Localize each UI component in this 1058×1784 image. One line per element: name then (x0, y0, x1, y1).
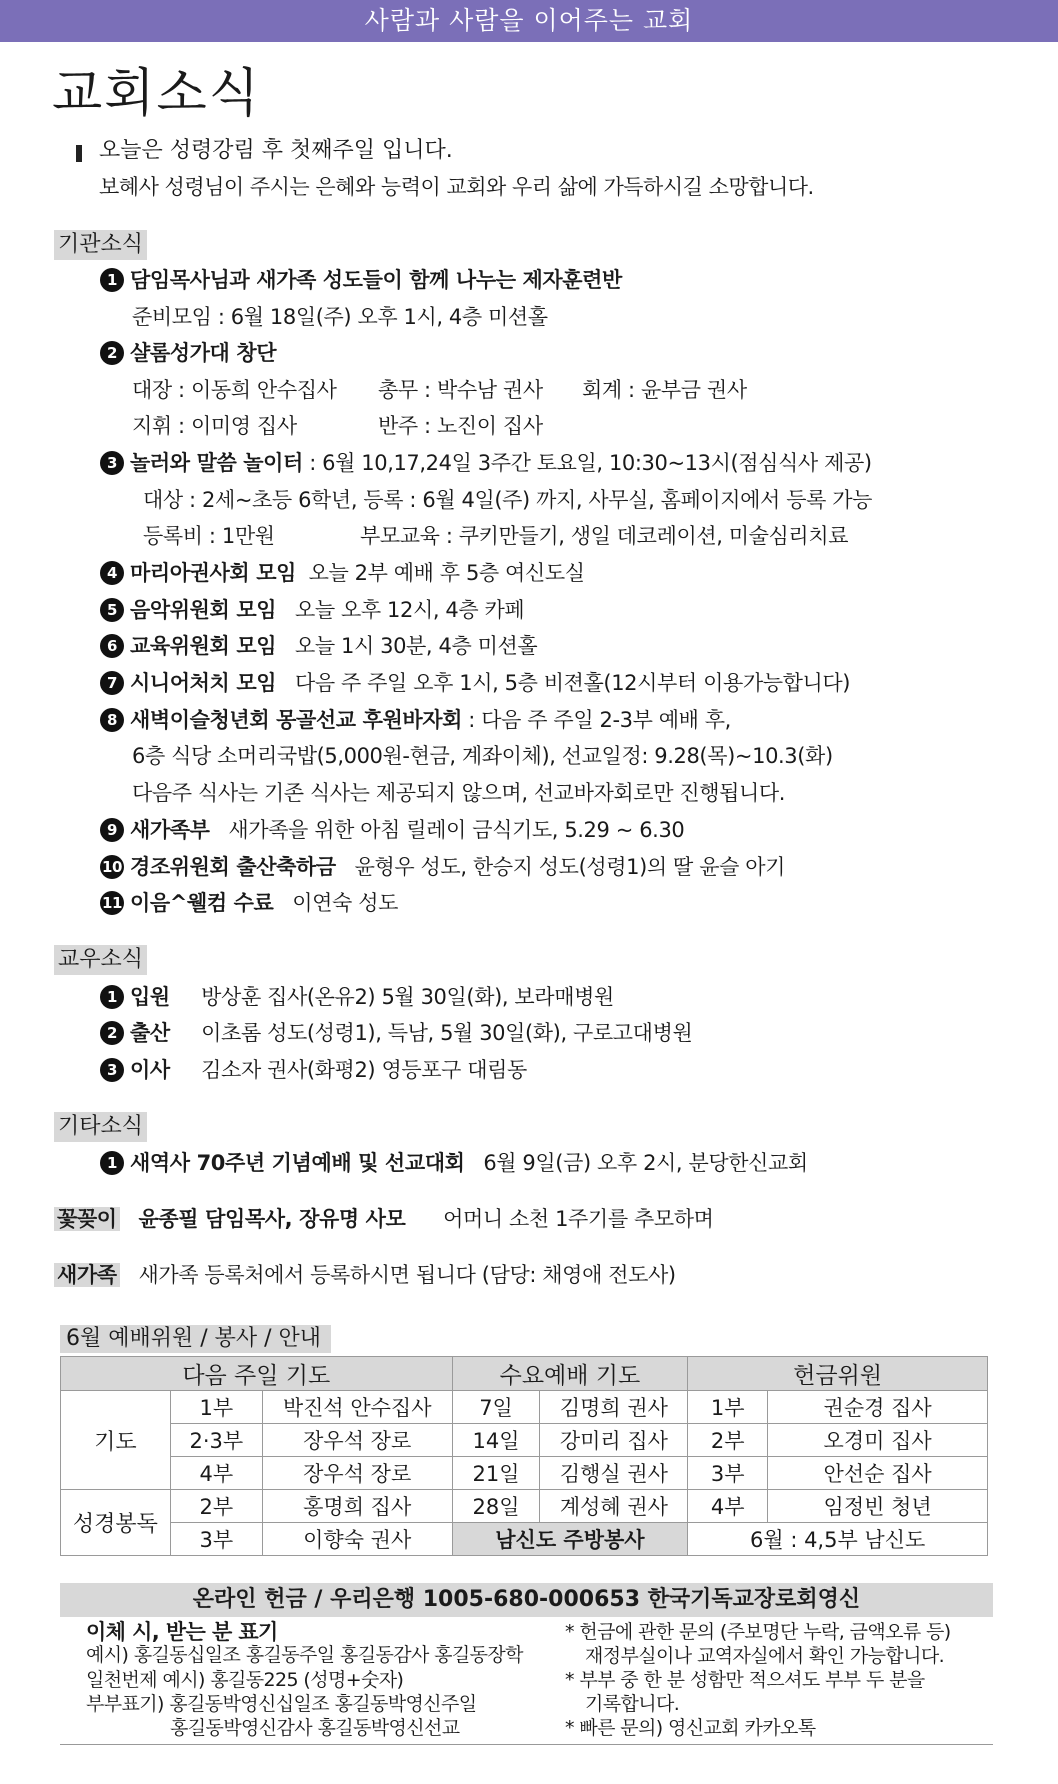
cell: 2부 (170, 1490, 262, 1523)
member-item-1 (100, 982, 614, 1012)
table-row (61, 1490, 988, 1523)
header-next-sunday-prayer: 다음 주일 기도 (61, 1357, 453, 1391)
section-member-heading: 교우소식 (54, 945, 147, 975)
agency-item-text: 윤형우 성도, 한승지 성도(성령1)의 딸 윤슬 아기 (354, 855, 786, 879)
cell: 3부 (688, 1457, 768, 1490)
number-badge: 1 (100, 1151, 124, 1175)
transfer-example-2: 일천번제 예시) 홍길동225 (성명+숫자) (86, 1669, 404, 1691)
agency-item-text: : 6월 10,17,24일 3주간 토요일, 10:30~13시(점심식사 제공) (302, 451, 872, 475)
number-badge: 7 (100, 671, 124, 695)
cell: 홍명희 집사 (262, 1490, 452, 1523)
cell: 이향숙 권사 (262, 1523, 452, 1556)
agency-item-3-parent-edu: 부모교육 : 쿠키만들기, 생일 데코레이션, 미술심리치료 (360, 524, 849, 548)
transfer-example-4: 홍길동박영신감사 홍길동박영신선교 (170, 1717, 460, 1739)
cell: 김행실 권사 (540, 1457, 688, 1490)
agency-item-3 (100, 448, 872, 478)
agency-item-title: 새가족부 (130, 818, 210, 842)
row-label-prayer: 기도 (61, 1391, 171, 1490)
other-item-1 (100, 1148, 808, 1178)
cell: 안선순 집사 (768, 1457, 988, 1490)
agency-item-8 (100, 705, 731, 735)
member-item-text: 방상훈 집사(온유2) 5월 30일(화), 보라매병원 (201, 985, 614, 1009)
agency-item-text: 새가족을 위한 아침 릴레이 금식기도, 5.29 ~ 6.30 (228, 818, 685, 842)
page-title: 교회소식 (52, 64, 261, 124)
agency-item-title: 경조위원회 출산축하금 (130, 855, 336, 879)
agency-item-title: 이음^웰컴 수료 (130, 891, 274, 915)
number-badge: 5 (100, 598, 124, 622)
number-badge: 3 (100, 451, 124, 475)
newfamily-label: 새가족 (54, 1263, 120, 1287)
table-row (61, 1424, 988, 1457)
note-1: * 헌금에 관한 문의 (주보명단 누락, 금액오류 등) (565, 1621, 951, 1643)
member-item-title: 입원 (130, 985, 170, 1009)
agency-item-title: 교육위원회 모임 (130, 634, 277, 658)
number-badge: 1 (100, 268, 124, 292)
agency-item-1-detail: 준비모임 : 6월 18일(주) 오후 1시, 4층 미션홀 (132, 305, 548, 329)
number-badge: 11 (100, 891, 124, 915)
agency-item-2-accompanist: 반주 : 노진이 집사 (378, 414, 543, 438)
agency-item-9 (100, 815, 684, 845)
flowers-names: 윤종필 담임목사, 장유명 사모 (138, 1207, 406, 1231)
cell: 강미리 집사 (540, 1424, 688, 1457)
member-item-title: 이사 (130, 1058, 170, 1082)
agency-item-2-conductor: 지휘 : 이미영 집사 (132, 414, 297, 438)
agency-item-7 (100, 668, 850, 698)
cell: 4부 (688, 1490, 768, 1523)
cell: 7일 (452, 1391, 540, 1424)
agency-item-title: 놀러와 말씀 놀이터 (130, 451, 303, 475)
june-note-cell: 6월 : 4,5부 남신도 (688, 1523, 988, 1556)
row-label-reading: 성경봉독 (61, 1490, 171, 1556)
transfer-example-3: 부부표기) 홍길동박영신십일조 홍길동박영신주일 (86, 1693, 477, 1715)
agency-item-2-treasurer: 회계 : 윤부금 권사 (582, 378, 747, 402)
agency-item-5 (100, 595, 524, 625)
agency-item-text: 이연숙 성도 (292, 891, 398, 915)
cell: 계성혜 권사 (540, 1490, 688, 1523)
agency-item-8-detail-1: 6층 식당 소머리국밥(5,000원-현금, 계좌이체), 선교일정: 9.28(목)~10.3(화) (132, 744, 833, 768)
number-badge: 8 (100, 708, 124, 732)
section-other-heading: 기타소식 (54, 1112, 147, 1142)
cell: 28일 (452, 1490, 540, 1523)
number-badge: 2 (100, 341, 124, 365)
agency-item-text: 오늘 1시 30분, 4층 미션홀 (294, 634, 538, 658)
agency-item-2-leader: 대장 : 이동희 안수집사 (132, 378, 337, 402)
number-badge: 10 (100, 855, 124, 879)
agency-item-title: 담임목사님과 새가족 성도들이 함께 나누는 제자훈련반 (130, 268, 622, 292)
header-banner: 사람과 사람을 이어주는 교회 (0, 0, 1058, 42)
cell: 2·3부 (170, 1424, 262, 1457)
agency-item-2 (100, 338, 276, 368)
online-offering-header: 온라인 헌금 / 우리은행 1005-680-000653 한국기독교장로회영신 (60, 1583, 993, 1617)
header-offering: 헌금위원 (688, 1357, 988, 1391)
note-2-cont: 기록합니다. (585, 1693, 680, 1715)
flowers-label: 꽃꽂이 (54, 1207, 120, 1231)
flowers-line (54, 1204, 714, 1234)
intro-line-2: 보혜사 성령님이 주시는 은혜와 능력이 교회와 우리 삶에 가득하시길 소망합니다. (99, 175, 814, 199)
number-badge: 3 (100, 1058, 124, 1082)
schedule-table-caption: 6월 예배위원 / 봉사 / 안내 (60, 1325, 331, 1353)
table-header-row (61, 1357, 988, 1391)
cell: 장우석 장로 (262, 1457, 452, 1490)
transfer-example-1: 예시) 홍길동십일조 홍길동주일 홍길동감사 홍길동장학 (86, 1644, 523, 1666)
agency-item-text: 다음 주 주일 오후 1시, 5층 비젼홀(12시부터 이용가능합니다) (294, 671, 851, 695)
agency-item-text: 오늘 2부 예배 후 5층 여신도실 (308, 561, 585, 585)
member-item-text: 이초롬 성도(성령1), 득남, 5월 30일(화), 구로고대병원 (201, 1021, 693, 1045)
cell: 2부 (688, 1424, 768, 1457)
agency-item-title: 음악위원회 모임 (130, 598, 277, 622)
section-agency-heading: 기관소식 (54, 230, 147, 260)
member-item-title: 출산 (130, 1021, 170, 1045)
agency-item-11 (100, 888, 398, 918)
agency-item-title: 새벽이슬청년회 몽골선교 후원바자회 (130, 708, 462, 732)
agency-item-6 (100, 631, 537, 661)
number-badge: 9 (100, 818, 124, 842)
other-item-title: 새역사 70주년 기념예배 및 선교대회 (130, 1151, 465, 1175)
agency-item-3-detail-1: 대상 : 2세~초등 6학년, 등록 : 6월 4일(주) 까지, 사무실, 홈페이지에서 등록 가능 (143, 488, 873, 512)
note-2: * 부부 중 한 분 성함만 적으셔도 부부 두 분을 (565, 1669, 925, 1691)
intro-line-1: 오늘은 성령강림 후 첫째주일 입니다. (99, 138, 453, 163)
schedule-table (60, 1356, 988, 1556)
cell: 장우석 장로 (262, 1424, 452, 1457)
table-row (61, 1457, 988, 1490)
note-1-cont: 재정부실이나 교역자실에서 확인 가능합니다. (585, 1645, 945, 1667)
kitchen-service-cell: 남신도 주방봉사 (452, 1523, 688, 1556)
agency-item-title: 마리아권사회 모임 (130, 561, 296, 585)
number-badge: 1 (100, 985, 124, 1009)
cell: 김명희 권사 (540, 1391, 688, 1424)
agency-item-text: : 다음 주 주일 2-3부 예배 후, (462, 708, 731, 732)
agency-item-2-secretary: 총무 : 박수남 권사 (378, 378, 543, 402)
agency-item-3-fee: 등록비 : 1만원 (143, 524, 275, 548)
cell: 14일 (452, 1424, 540, 1457)
online-offering-box (60, 1617, 993, 1745)
table-row (61, 1391, 988, 1424)
number-badge: 6 (100, 634, 124, 658)
agency-item-1 (100, 265, 622, 295)
agency-item-title: 샬롬성가대 창단 (130, 341, 277, 365)
cell: 임정빈 청년 (768, 1490, 988, 1523)
cell: 1부 (688, 1391, 768, 1424)
number-badge: 2 (100, 1021, 124, 1045)
newfamily-line (54, 1260, 676, 1290)
header-wednesday-prayer: 수요예배 기도 (452, 1357, 688, 1391)
member-item-text: 김소자 권사(화평2) 영등포구 대림동 (201, 1058, 527, 1082)
intro-marker (76, 145, 82, 162)
newfamily-text: 새가족 등록처에서 등록하시면 됩니다 (담당: 채영애 전도사) (138, 1263, 676, 1287)
number-badge: 4 (100, 561, 124, 585)
agency-item-text: 오늘 오후 12시, 4층 카페 (294, 598, 525, 622)
agency-item-8-detail-2: 다음주 식사는 기존 식사는 제공되지 않으며, 선교바자회로만 진행됩니다. (132, 781, 786, 805)
cell: 4부 (170, 1457, 262, 1490)
flowers-text: 어머니 소천 1주기를 추모하며 (443, 1207, 714, 1231)
agency-item-4 (100, 558, 585, 588)
note-3: * 빠른 문의) 영신교회 카카오톡 (565, 1717, 816, 1739)
cell: 박진석 안수집사 (262, 1391, 452, 1424)
cell: 권순경 집사 (768, 1391, 988, 1424)
agency-item-10 (100, 852, 785, 882)
transfer-title: 이체 시, 받는 분 표기 (86, 1620, 278, 1644)
agency-item-title: 시니어처치 모임 (130, 671, 277, 695)
cell: 1부 (170, 1391, 262, 1424)
cell: 오경미 집사 (768, 1424, 988, 1457)
cell: 3부 (170, 1523, 262, 1556)
other-item-text: 6월 9일(금) 오후 2시, 분당한신교회 (483, 1151, 808, 1175)
cell: 21일 (452, 1457, 540, 1490)
member-item-3 (100, 1055, 527, 1085)
member-item-2 (100, 1018, 692, 1048)
table-row (61, 1523, 988, 1556)
